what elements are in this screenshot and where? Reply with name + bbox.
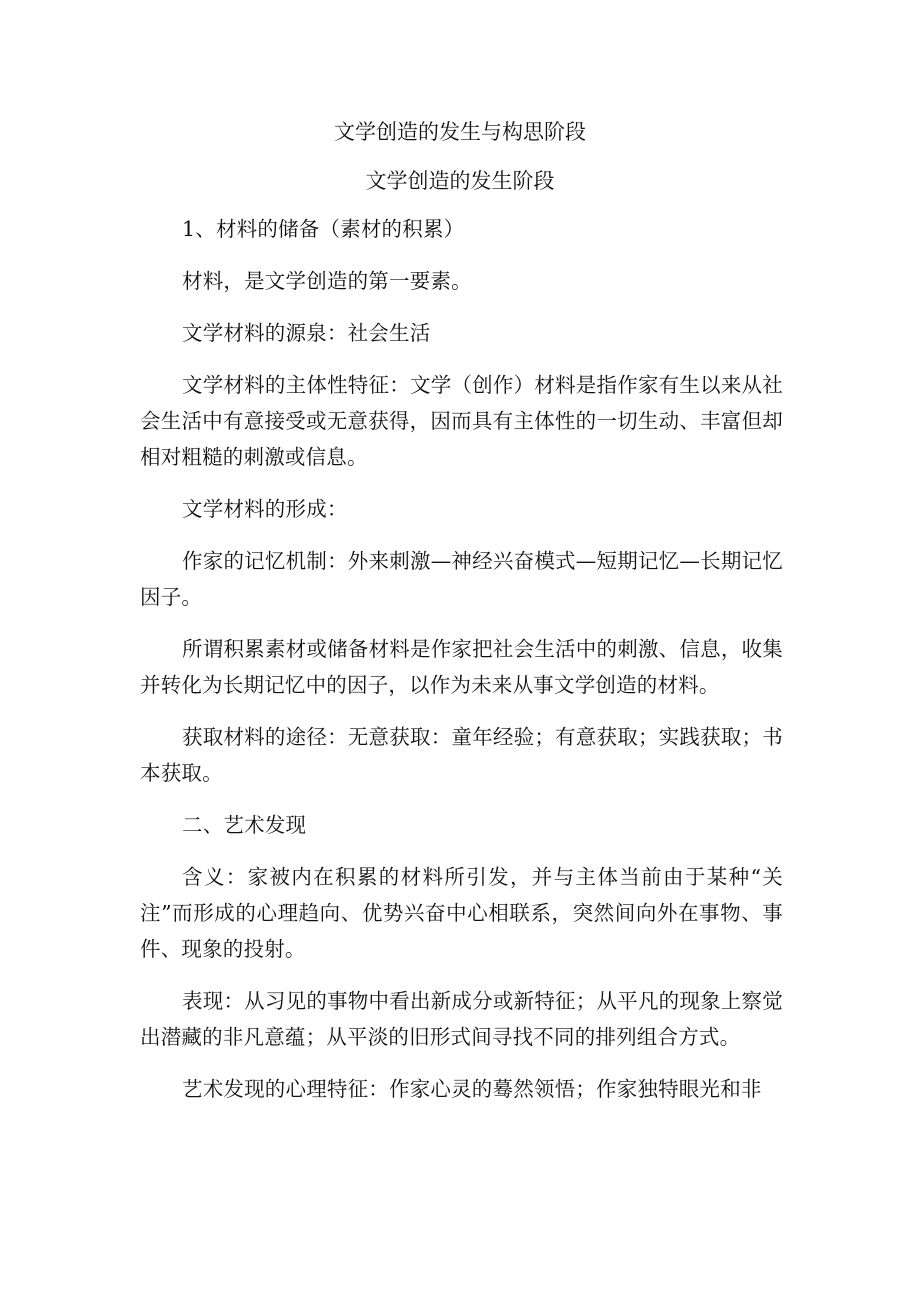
paragraph-artistic-discovery-heading: 二、艺术发现 (182, 813, 307, 837)
paragraph-material-source: 文学材料的源泉：社会生活 (182, 321, 431, 345)
paragraph-discovery-psychology: 艺术发现的心理特征：作家心灵的蓦然领悟；作家独特眼光和非 (182, 1077, 762, 1101)
paragraph-material-first-element: 材料，是文学创造的第一要素。 (182, 269, 472, 293)
paragraph-material-subjectivity: 文学材料的主体性特征：文学（创作）材料是指作家有生以来从社会生活中有意接受或无意获得，因而具有主体性的一切生动、丰富但却相对粗糙的刺激或信息。 (140, 373, 783, 469)
document-subtitle: 文学创造的发生阶段 (365, 169, 555, 193)
paragraph-material-reserve: 1、材料的储备（素材的积累） (182, 217, 465, 241)
paragraph-memory-mechanism: 作家的记忆机制：外来刺激—神经兴奋模式—短期记忆—长期记忆因子。 (140, 549, 783, 609)
paragraph-discovery-meaning: 含义：家被内在积累的材料所引发，并与主体当前由于某种“关注”而形成的心理趋向、优势兴奋中心相联系，突然间向外在事物、事件、现象的投射。 (140, 865, 783, 961)
paragraph-accumulation-definition: 所谓积累素材或储备材料是作家把社会生活中的刺激、信息，收集并转化为长期记忆中的因子，以作为未来从事文学创造的材料。 (140, 637, 783, 697)
paragraph-acquisition-ways: 获取材料的途径：无意获取：童年经验；有意获取；实践获取；书本获取。 (140, 725, 783, 785)
document-body (140, 211, 783, 1123)
document-title: 文学创造的发生与构思阶段 (334, 120, 586, 144)
paragraph-discovery-manifestation: 表现：从习见的事物中看出新成分或新特征；从平凡的现象上察觉出潜藏的非凡意蕴；从平淡的旧形式间寻找不同的排列组合方式。 (140, 989, 783, 1049)
paragraph-material-formation: 文学材料的形成： (182, 497, 348, 521)
